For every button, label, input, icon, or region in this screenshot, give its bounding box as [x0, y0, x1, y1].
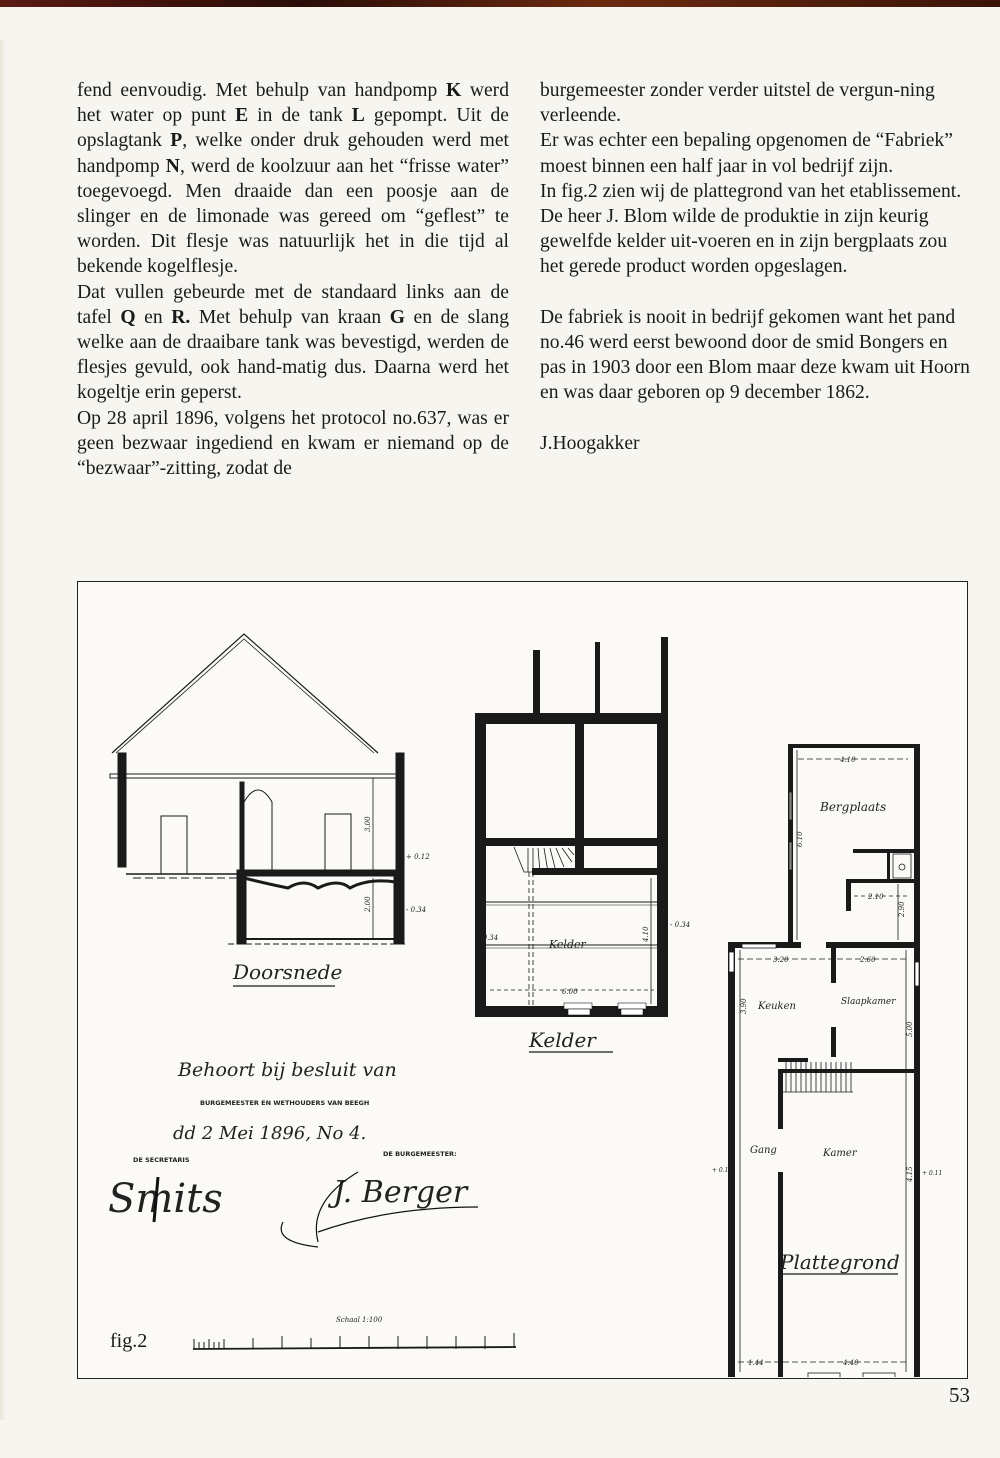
dim-plan-500: 5.00: [906, 1021, 914, 1037]
architectural-drawing: [78, 582, 966, 1377]
book-edge-left: [0, 40, 6, 1420]
cellar-drawing: [475, 637, 668, 1017]
dim-plan-level-right: + 0.11: [922, 1170, 943, 1177]
room-label-slaapkamer: Slaapkamer: [841, 997, 896, 1007]
dim-section-level-2: - 0.34: [406, 906, 427, 914]
cellar-room-label: Kelder: [549, 938, 586, 951]
dim-cellar-width: 6.00: [562, 988, 578, 996]
secretary-label: DE SECRETARIS: [133, 1156, 190, 1164]
plan-title: Plattegrond: [780, 1250, 900, 1274]
dim-plan-260: 2.60: [860, 956, 876, 964]
scale-bar: [193, 1333, 516, 1349]
approval-stamp-line: BURGEMEESTER EN WETHOUDERS VAN BEEGH: [200, 1099, 370, 1107]
dim-cellar-level-left: - 0.34: [478, 934, 499, 942]
approval-handwritten-line-2: dd 2 Mei 1896, No 4.: [173, 1123, 367, 1144]
dim-plan-390: 3.90: [740, 998, 748, 1014]
dim-section-lower: 2.00: [364, 896, 372, 912]
dim-cellar-height: 4.10: [642, 926, 650, 942]
room-label-gang: Gang: [750, 1145, 777, 1156]
page-number: 53: [949, 1383, 970, 1407]
paragraph-6: In fig.2 zien wij de plattegrond van het etablissement. De heer J. Blom wilde de produktie in zijn keurig gewelfde kelder uit-voeren en in zijn bergplaats zou het gerede product worden opgeslagen.: [540, 180, 962, 278]
paragraph-3: Op 28 april 1896, volgens het protocol no.637, was er geen bezwaar ingediend en kwam er niemand op de “bezwaar”-zitting, zodat de: [77, 407, 509, 480]
text-column-right: [540, 78, 972, 456]
paragraph-2: Dat vullen gebeurde met de standaard links aan de tafel Q en R. Met behulp van kraan G en de slang welke aan de draaibare tank was bevestigd, werden de flesjes gevuld, ook hand-matig dus. Daarna werd het kogeltje erin geperst.: [77, 281, 509, 404]
figure-2: [77, 581, 968, 1379]
dim-plan-height-top: 6.10: [796, 831, 804, 847]
dim-plan-415: 4.15: [906, 1166, 914, 1182]
scale-label: Schaal 1:100: [336, 1316, 383, 1324]
dim-plan-width-top: 4.10: [840, 756, 856, 764]
approval-handwritten-line-1: Behoort bij besluit van: [178, 1059, 397, 1081]
text-column-left: [77, 78, 509, 481]
room-label-keuken: Keuken: [758, 1001, 796, 1012]
paragraph-4: burgemeester zonder verder uitstel de vergun-ning verleende.: [540, 80, 935, 127]
figure-caption: fig.2: [110, 1330, 148, 1352]
dim-plan-small-width: 2.10: [868, 893, 884, 901]
dim-plan-320: 3.20: [773, 956, 789, 964]
mayor-signature: J. Berger: [333, 1175, 468, 1210]
dim-plan-440: 4.40: [843, 1359, 859, 1367]
room-label-kamer: Kamer: [823, 1148, 857, 1159]
book-edge-top: [0, 0, 1000, 7]
approval-stamp: [108, 1059, 478, 1247]
mayor-label: DE BURGEMEESTER:: [383, 1150, 457, 1158]
cross-section-drawing: [110, 634, 430, 944]
author-name: J.Hoogakker: [540, 432, 640, 454]
cellar-title: Kelder: [529, 1028, 596, 1052]
floor-plan-drawing: [728, 744, 920, 1377]
dim-plan-level-left: + 0.11: [712, 1167, 733, 1174]
section-title: Doorsnede: [233, 960, 343, 984]
room-label-bergplaats: Bergplaats: [820, 800, 887, 814]
dim-section-upper: 3.00: [364, 816, 372, 832]
paragraph-5: Er was echter een bepaling opgenomen de “Fabriek” moest binnen een half jaar in vol bedrijf zijn.: [540, 130, 953, 177]
dim-plan-144: 1.44: [748, 1359, 764, 1367]
paragraph-1: fend eenvoudig. Met behulp van handpomp K werd het water op punt E in de tank L gepompt. Uit de opslagtank P, welke onder druk gehouden werd met handpomp N, werd de koolzuur aan het “frisse water” toegevoegd. Men draaide dan een poosje aan de slinger en de limonade was gereed om “geflest” te worden. Dit flesje was natuurlijk het in die tijd al bekende kogelflesje.: [77, 80, 510, 278]
dim-plan-small-height: 2.90: [898, 901, 906, 917]
dim-cellar-level-right: - 0.34: [670, 921, 691, 929]
dim-section-level-1: + 0.12: [406, 853, 430, 861]
secretary-signature: Smits: [108, 1176, 223, 1222]
paragraph-7: De fabriek is nooit in bedrijf gekomen want het pand no.46 werd eerst bewoond door de smid Bongers en pas in 1903 door een Blom maar deze kwam uit Hoorn en was daar geboren op 9 december 1862.: [540, 306, 970, 404]
